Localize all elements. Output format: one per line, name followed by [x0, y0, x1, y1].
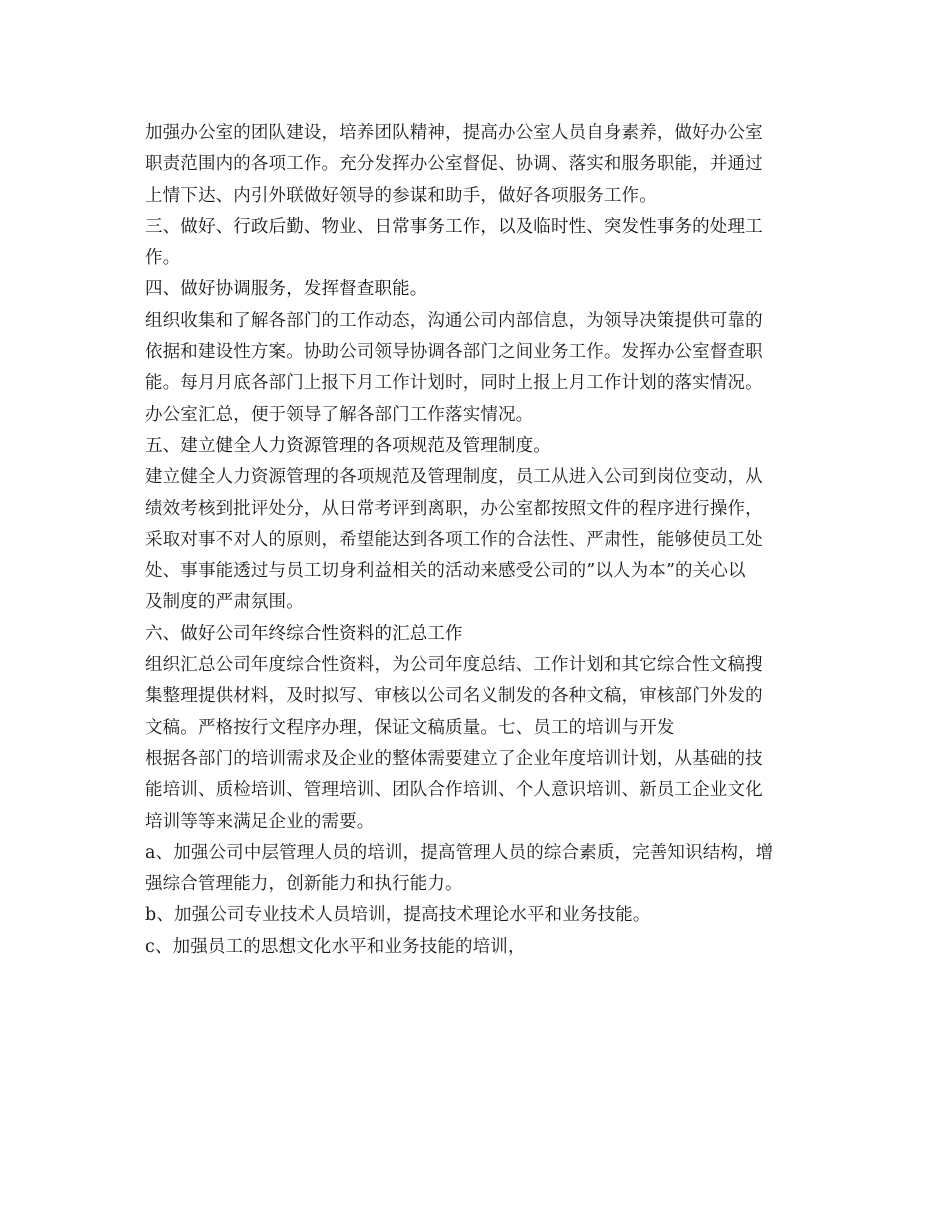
section-heading-4: 四、做好协调服务，发挥督查职能。	[145, 279, 428, 300]
text-line: 上情下达、内引外联做好领导的参谋和助手，做好各项服务工作。	[145, 185, 657, 206]
text-line: 加强办公室的团队建设，培养团队精神，提高办公室人员自身素养，做好办公室	[145, 123, 763, 143]
text-line: 依据和建设性方案。协助公司领导协调各部门之间业务工作。发挥办公室督查职	[145, 342, 763, 363]
list-item-b: b、加强公司专业技术人员培训，提高技术理论水平和业务技能。	[145, 905, 651, 926]
text-line: 组织收集和了解各部门的工作动态，沟通公司内部信息，为领导决策提供可靠的	[145, 310, 763, 331]
text-line: 办公室汇总，便于领导了解各部门工作落实情况。	[145, 404, 534, 425]
text-line: 能。每月月底各部门上报下月工作计划时，同时上报上月工作计划的落实情况。	[145, 373, 763, 394]
text-line: 集整理提供材料，及时拟写、审核以公司名义制发的各种文稿，审核部门外发的	[145, 686, 763, 707]
list-item-a: a、加强公司中层管理人员的培训，提高管理人员的综合素质，完善知识结构，增	[145, 842, 774, 863]
list-item-c: c、加强员工的思想文化水平和业务技能的培训，	[145, 936, 526, 957]
text-line: 职责范围内的各项工作。充分发挥办公室督促、协调、落实和服务职能，并通过	[145, 154, 763, 175]
section-heading-5: 五、建立健全人力资源管理的各项规范及管理制度。	[145, 435, 551, 456]
text-line: 处、事事能透过与员工切身利益相关的活动来感受公司的”以人为本”的关心以	[145, 561, 746, 582]
text-line: 组织汇总公司年度综合性资料，为公司年度总结、工作计划和其它综合性文稿搜	[145, 655, 763, 676]
text-line: 强综合管理能力，创新能力和执行能力。	[145, 874, 463, 895]
document-body	[145, 118, 810, 963]
text-line: 作。	[145, 248, 181, 269]
text-line: 绩效考核到批评处分，从日常考评到离职，办公室都按照文件的程序进行操作，	[145, 498, 763, 519]
text-line: 根据各部门的培训需求及企业的整体需要建立了企业年度培训计划，从基础的技	[145, 748, 763, 769]
text-line: 及制度的严肃氛围。	[145, 592, 304, 613]
text-line: 建立健全人力资源管理的各项规范及管理制度，员工从进入公司到岗位变动，从	[145, 467, 763, 488]
text-line: 培训等等来满足企业的需要。	[145, 811, 375, 832]
section-heading-6: 六、做好公司年终综合性资料的汇总工作	[145, 623, 463, 644]
text-line: 采取对事不对人的原则，希望能达到各项工作的合法性、严肃性，能够使员工处	[145, 529, 763, 550]
text-line: 能培训、质检培训、管理培训、团队合作培训、个人意识培训、新员工企业文化	[145, 780, 763, 801]
section-heading-3: 三、做好、行政后勤、物业、日常事务工作，以及临时性、突发性事务的处理工	[145, 216, 763, 237]
text-line: 文稿。严格按行文程序办理，保证文稿质量。七、员工的培训与开发	[145, 717, 675, 738]
